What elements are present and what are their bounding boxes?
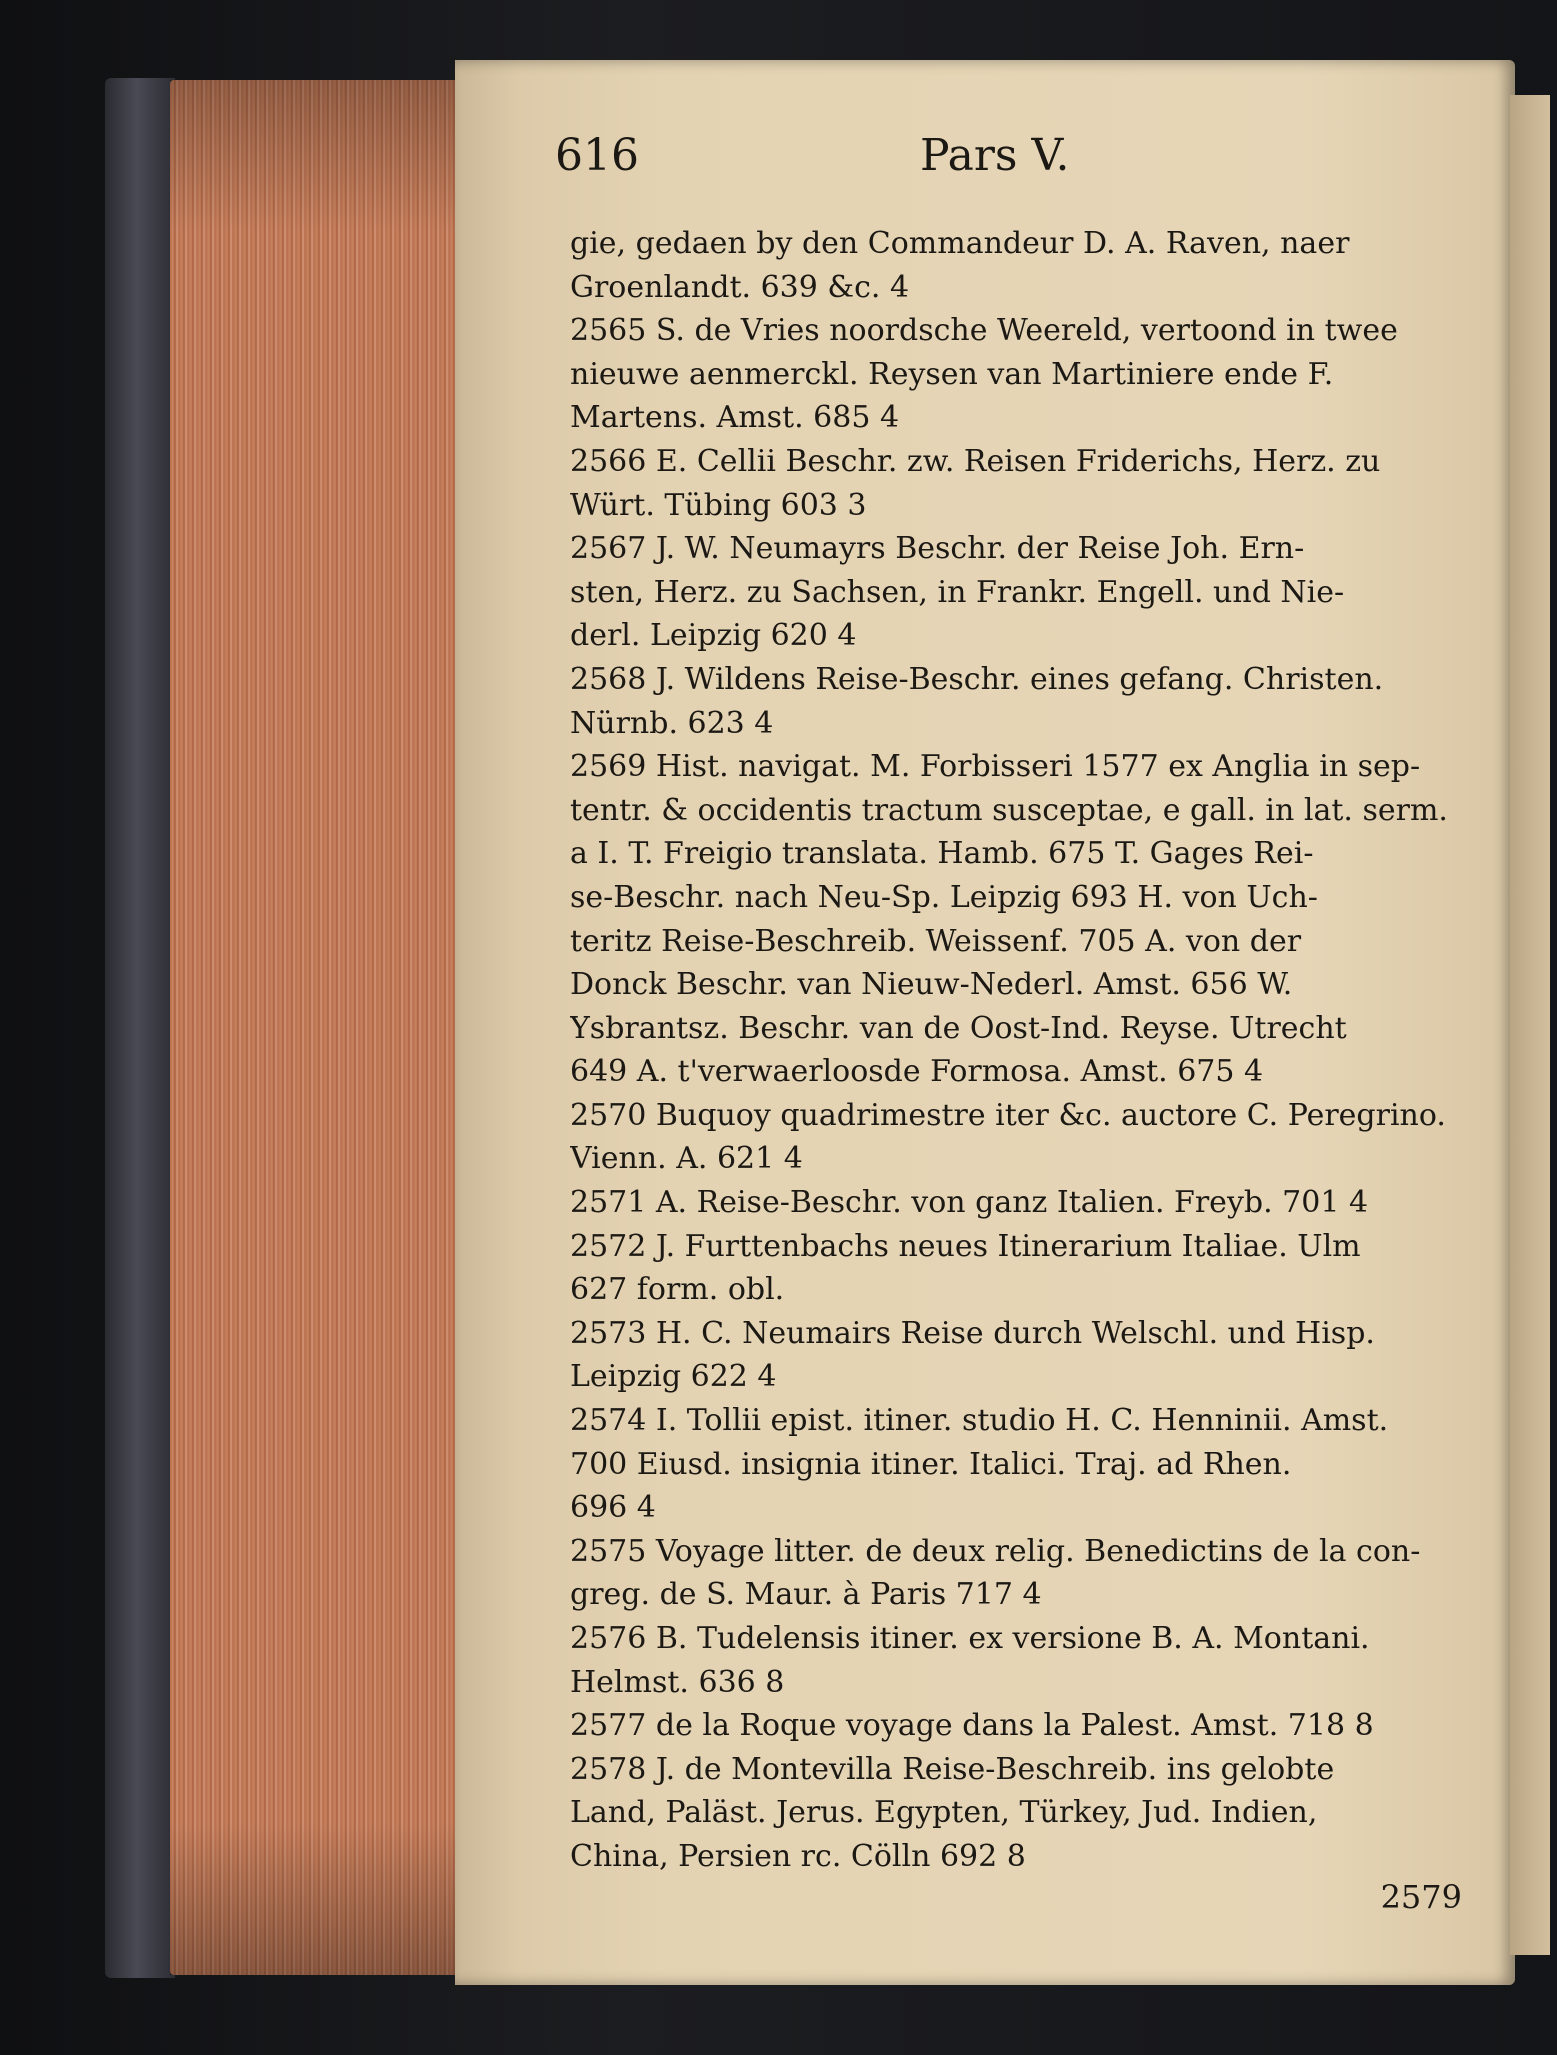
catchword: 2579: [1380, 1878, 1462, 1916]
text-line: tentr. & occidentis tractum susceptae, e gall. in lat. serm.: [570, 792, 1448, 828]
page-header: [555, 130, 1435, 190]
text-line: teritz Reise-Beschreib. Weissenf. 705 A. von der: [570, 923, 1302, 959]
text-line: sten, Herz. zu Sachsen, in Frankr. Engell. und Nie-: [570, 574, 1345, 610]
text-line: 649 A. t'verwaerloosde Formosa. Amst. 675 4: [570, 1054, 1264, 1090]
text-line: Land, Paläst. Jerus. Egypten, Türkey, Jud. Indien,: [570, 1795, 1318, 1831]
text-line: Vienn. A. 621 4: [570, 1141, 803, 1177]
text-line: a I. T. Freigio translata. Hamb. 675 T. Gages Rei-: [570, 836, 1314, 872]
red-stained-page-edges: [170, 80, 470, 1975]
text-line: greg. de S. Maur. à Paris 717 4: [570, 1577, 1042, 1613]
page-number: 616: [555, 130, 639, 181]
text-line: Leipzig 622 4: [570, 1359, 777, 1395]
text-line: Ysbrantsz. Beschr. van de Oost-Ind. Reyse. Utrecht: [570, 1010, 1347, 1046]
catalog-entries: [570, 222, 1470, 1879]
text-line: 627 form. obl.: [570, 1272, 785, 1308]
text-line: Helmst. 636 8: [570, 1664, 785, 1700]
text-line: 2568 J. Wildens Reise-Beschr. eines gefang. Christen.: [570, 661, 1384, 697]
text-line: Martens. Amst. 685 4: [570, 400, 900, 436]
text-line: 2573 H. C. Neumairs Reise durch Welschl. und Hisp.: [570, 1315, 1375, 1351]
text-line: China, Persien rc. Cölln 692 8: [570, 1838, 1026, 1874]
text-line: Würt. Tübing 603 3: [570, 487, 867, 523]
text-line: 2565 S. de Vries noordsche Weereld, vertoond in twee: [570, 313, 1398, 349]
text-line: 2570 Buquoy quadrimestre iter &c. auctore C. Peregrino.: [570, 1097, 1446, 1133]
text-line: 2566 E. Cellii Beschr. zw. Reisen Friderichs, Herz. zu: [570, 443, 1381, 479]
text-line: Groenlandt. 639 &c. 4: [570, 269, 910, 305]
running-title: Pars V.: [920, 130, 1070, 181]
text-line: se-Beschr. nach Neu-Sp. Leipzig 693 H. von Uch-: [570, 879, 1318, 915]
text-line: 2578 J. de Montevilla Reise-Beschreib. ins gelobte: [570, 1751, 1335, 1787]
text-line: 2575 Voyage litter. de deux relig. Benedictins de la con-: [570, 1533, 1421, 1569]
facing-page-edge: [1510, 95, 1550, 1955]
text-line: Donck Beschr. van Nieuw-Nederl. Amst. 656 W.: [570, 967, 1293, 1003]
text-line: 2567 J. W. Neumayrs Beschr. der Reise Joh. Ern-: [570, 531, 1305, 567]
text-line: 700 Eiusd. insignia itiner. Italici. Traj. ad Rhen.: [570, 1446, 1292, 1482]
text-line: 2569 Hist. navigat. M. Forbisseri 1577 ex Anglia in sep-: [570, 749, 1421, 785]
text-line: 2571 A. Reise-Beschr. von ganz Italien. Freyb. 701 4: [570, 1185, 1369, 1221]
text-line: 2577 de la Roque voyage dans la Palest. Amst. 718 8: [570, 1708, 1374, 1744]
text-line: 2572 J. Furttenbachs neues Itinerarium Italiae. Ulm: [570, 1228, 1361, 1264]
text-line: gie, gedaen by den Commandeur D. A. Raven, naer: [570, 226, 1350, 261]
text-line: derl. Leipzig 620 4: [570, 618, 857, 654]
text-line: 2574 I. Tollii epist. itiner. studio H. C. Henninii. Amst.: [570, 1403, 1389, 1439]
text-line: Nürnb. 623 4: [570, 705, 774, 741]
text-line: nieuwe aenmerckl. Reysen van Martiniere ende F.: [570, 356, 1334, 392]
text-line: 696 4: [570, 1490, 656, 1526]
text-line: 2576 B. Tudelensis itiner. ex versione B. A. Montani.: [570, 1621, 1370, 1656]
book-cover-edge: [105, 78, 175, 1978]
